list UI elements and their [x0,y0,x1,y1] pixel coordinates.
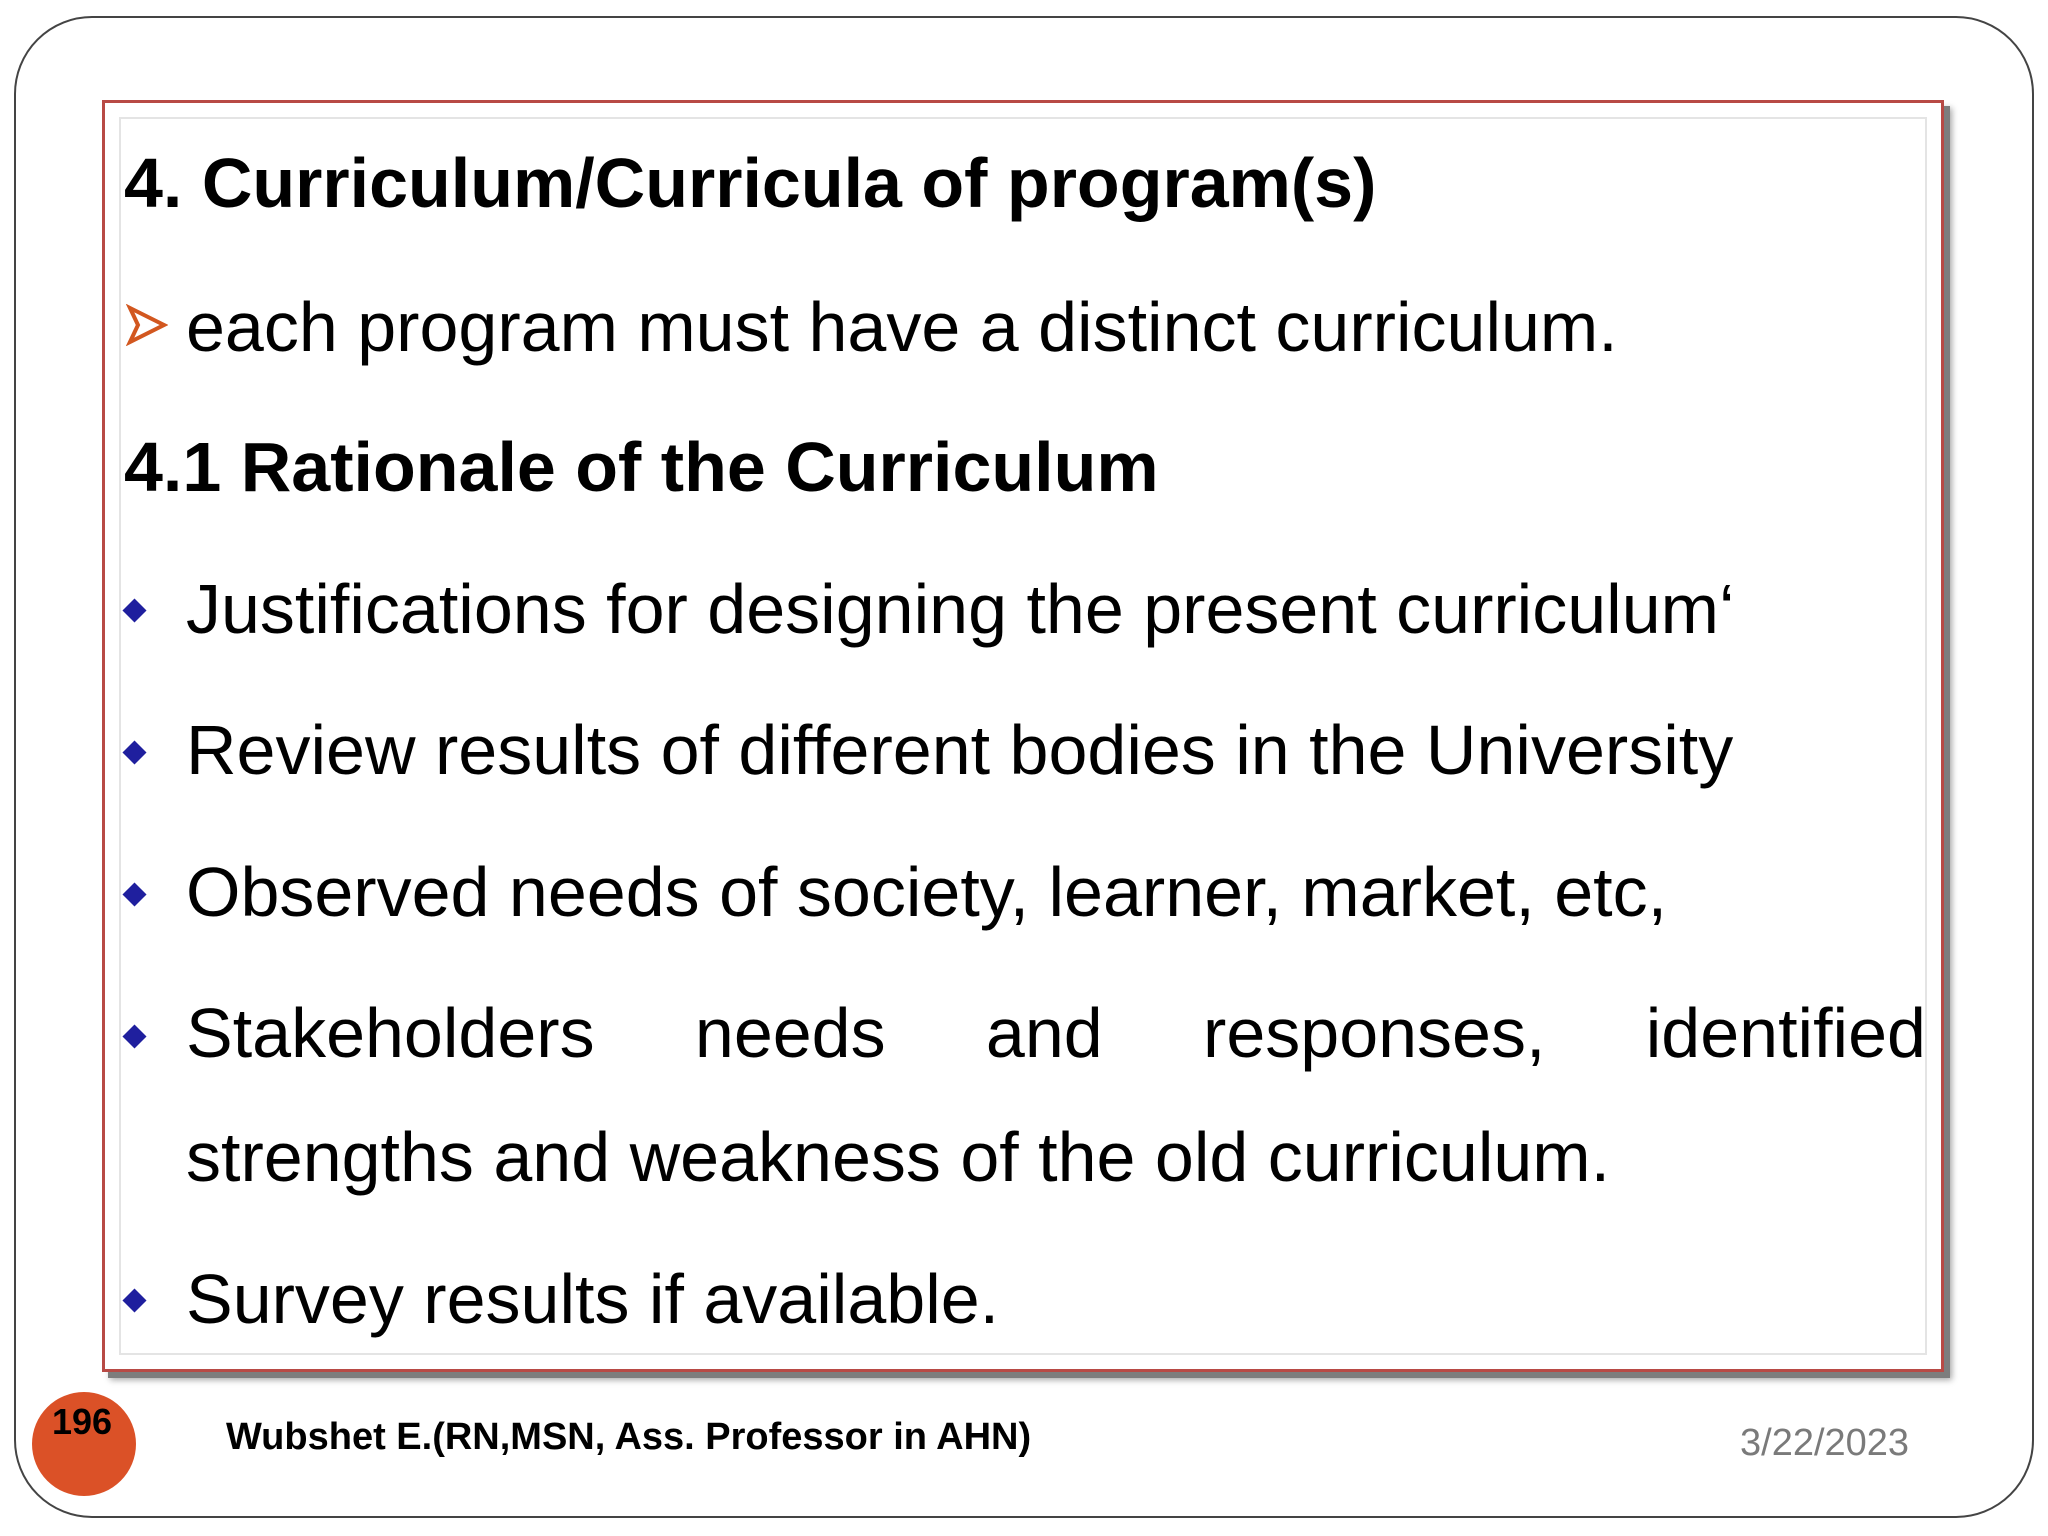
stakeholders-word: identified [1645,994,1926,1072]
footer-date: 3/22/2023 [1740,1422,1910,1464]
bullet-stakeholders-line1 [186,994,1926,1072]
slide-heading-rationale: 4.1 Rationale of the Curriculum [124,428,1159,506]
arrowhead-bullet-icon [126,304,168,346]
bullet-observed-needs: Observed needs of society, learner, market, etc, [186,853,1668,931]
bullet-survey-results: Survey results if available. [186,1260,1000,1338]
footer-author: Wubshet E.(RN,MSN, Ass. Professor in AHN) [226,1416,1032,1458]
arrow-bullet-text: each program must have a distinct curriculum. [186,288,1618,366]
stakeholders-word: Stakeholders [186,994,595,1072]
bullet-justifications: Justifications for designing the present curriculum‘ [186,570,1735,648]
stakeholders-word: needs [694,994,886,1072]
slide-heading-curriculum: 4. Curriculum/Curricula of program(s) [124,144,1377,222]
bullet-stakeholders-line2: strengths and weakness of the old curriculum. [186,1118,1611,1196]
bullet-review-results: Review results of different bodies in the University [186,711,1734,789]
stakeholders-word: and [985,994,1103,1072]
page-number: 196 [52,1401,113,1442]
stakeholders-word: responses, [1203,994,1546,1072]
